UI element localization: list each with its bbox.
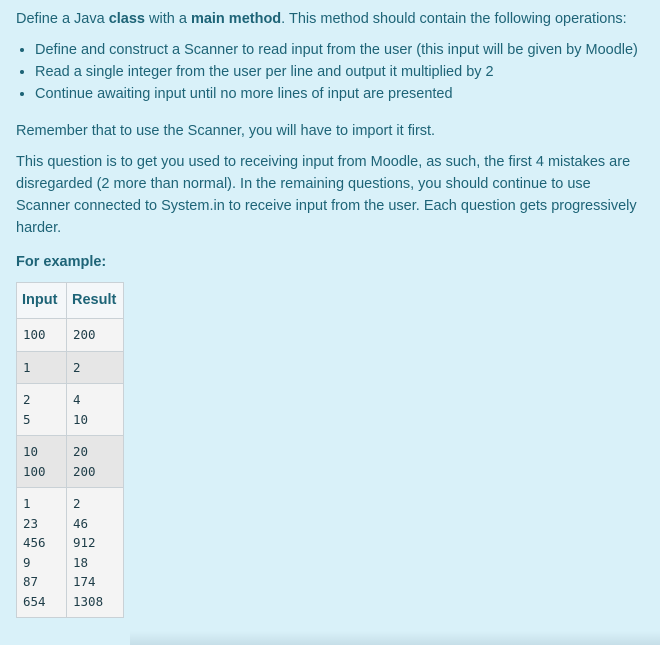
examples-header-row — [17, 283, 124, 319]
question-text — [16, 8, 646, 618]
intro-text-1: Define a Java — [16, 11, 109, 27]
operation-item: • Define and construct a Scanner to read input from the user (this input will be given by Moodle) — [35, 39, 646, 61]
example-label: For example: — [16, 254, 107, 270]
cell-input: 1 — [17, 351, 67, 384]
cell-result: 20 200 — [67, 436, 124, 488]
table-row — [17, 319, 124, 352]
table-row — [17, 351, 124, 384]
scroll-shadow — [130, 631, 660, 645]
operations-list — [16, 39, 646, 105]
cell-result: 2 — [67, 351, 124, 384]
header-result: Result — [67, 283, 124, 319]
header-input: Input — [17, 283, 67, 319]
operation-item: • Read a single integer from the user per line and output it multiplied by 2 — [35, 61, 646, 83]
question-intro — [16, 8, 646, 30]
cell-input: 10 100 — [17, 436, 67, 488]
intro-text-3: . This method should contain the following operations: — [281, 11, 627, 27]
intro-text-2: with a — [145, 11, 191, 27]
moodle-note: This question is to get you used to receiving input from Moodle, as such, the first 4 mistakes are disregarded (2 more than normal). In the remaining questions, you should continue to use Scanner connected to System.in to receive input from the user. Each question gets progressively harder. — [16, 154, 637, 236]
examples-table — [16, 282, 124, 618]
intro-bold-class: class — [108, 11, 145, 27]
import-note: Remember that to use the Scanner, you will have to import it first. — [16, 123, 436, 139]
intro-bold-main-method: main method — [190, 11, 282, 27]
cell-input: 1 23 456 9 87 654 — [17, 488, 67, 618]
cell-result: 4 10 — [67, 384, 124, 436]
cell-input: 100 — [17, 319, 67, 352]
table-row — [17, 488, 124, 618]
cell-result: 2 46 912 18 174 1308 — [67, 488, 124, 618]
cell-input: 2 5 — [17, 384, 67, 436]
cell-result: 200 — [67, 319, 124, 352]
operation-item: • Continue awaiting input until no more lines of input are presented — [35, 83, 646, 105]
table-row — [17, 436, 124, 488]
table-row — [17, 384, 124, 436]
